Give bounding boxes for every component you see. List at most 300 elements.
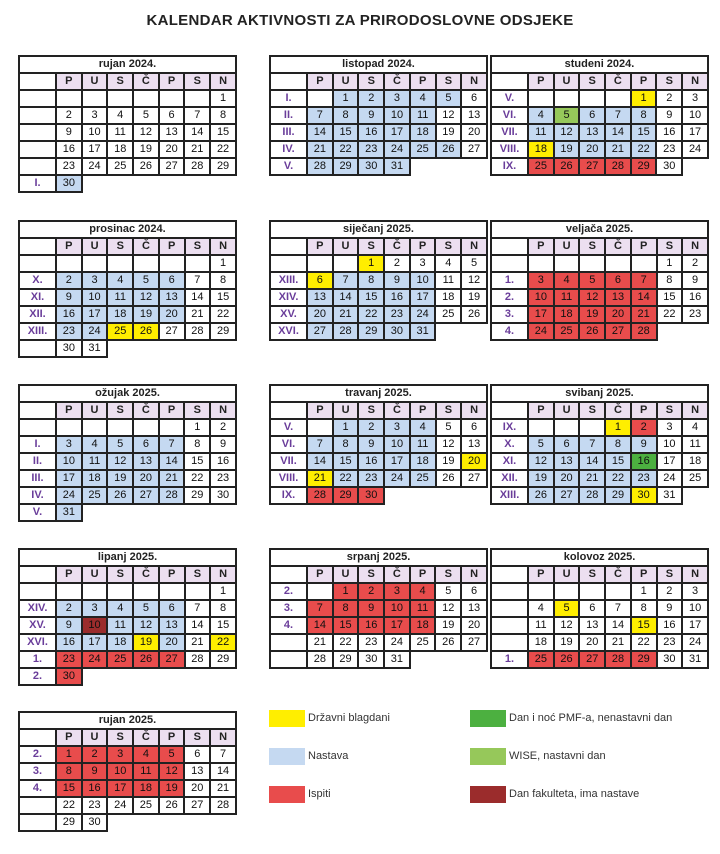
day-cell: 28 <box>210 797 236 814</box>
day-header: P <box>307 566 333 583</box>
week-row <box>19 158 236 175</box>
day-cell: 20 <box>159 634 185 651</box>
day-header: S <box>435 238 461 255</box>
day-cell: 19 <box>436 453 462 470</box>
day-cell <box>605 583 631 600</box>
day-header: S <box>579 73 605 90</box>
week-row <box>270 272 487 289</box>
day-cell <box>307 419 333 436</box>
day-header: P <box>56 729 82 746</box>
week-number: X. <box>491 436 528 453</box>
week-header-cell <box>19 729 56 746</box>
day-cell: 3 <box>528 272 554 289</box>
day-cell: 26 <box>528 487 554 504</box>
day-cell: 30 <box>656 158 682 175</box>
week-row <box>491 323 708 340</box>
day-cell: 2 <box>210 419 236 436</box>
day-cell: 22 <box>333 141 359 158</box>
day-cell: 25 <box>107 158 133 175</box>
day-cell: 15 <box>210 124 236 141</box>
week-row <box>19 797 236 814</box>
day-cell: 6 <box>159 107 185 124</box>
week-row <box>19 763 236 780</box>
day-cell: 11 <box>107 617 133 634</box>
day-cell: 27 <box>554 487 580 504</box>
week-number <box>19 797 56 814</box>
day-header: S <box>184 402 210 419</box>
day-cell: 17 <box>528 306 554 323</box>
week-row <box>270 141 487 158</box>
week-number <box>19 583 56 600</box>
day-header: S <box>435 566 461 583</box>
day-cell: 19 <box>107 470 133 487</box>
day-header: Č <box>605 402 631 419</box>
week-row <box>491 487 708 504</box>
day-cell: 29 <box>605 487 631 504</box>
legend-label: Nastava <box>308 750 349 762</box>
day-cell: 13 <box>461 107 487 124</box>
day-cell: 7 <box>631 272 657 289</box>
week-row <box>19 436 236 453</box>
day-cell <box>56 419 82 436</box>
day-cell: 28 <box>185 651 211 668</box>
day-cell: 13 <box>461 600 487 617</box>
week-row <box>19 668 236 685</box>
day-header: N <box>461 73 487 90</box>
day-cell: 24 <box>657 470 683 487</box>
week-number <box>19 124 56 141</box>
week-number <box>19 340 56 357</box>
day-cell <box>528 583 554 600</box>
day-cell: 19 <box>528 470 554 487</box>
week-number: V. <box>19 504 56 521</box>
day-cell: 4 <box>107 107 133 124</box>
day-cell: 5 <box>528 436 554 453</box>
day-header: N <box>210 566 236 583</box>
week-row <box>270 487 487 504</box>
week-header-cell <box>270 73 307 90</box>
day-cell: 20 <box>579 634 605 651</box>
day-cell: 15 <box>631 617 657 634</box>
day-cell: 29 <box>333 651 359 668</box>
day-cell: 30 <box>358 487 384 504</box>
day-cell: 8 <box>56 763 82 780</box>
day-header: P <box>631 73 657 90</box>
day-cell: 10 <box>657 436 683 453</box>
month-title: prosinac 2024. <box>19 221 236 238</box>
day-cell: 12 <box>133 289 159 306</box>
day-cell: 25 <box>528 158 554 175</box>
day-cell <box>107 255 133 272</box>
week-number: XIV. <box>270 289 307 306</box>
day-cell: 17 <box>82 306 108 323</box>
day-cell: 13 <box>579 124 605 141</box>
day-cell: 18 <box>554 306 580 323</box>
day-header: S <box>358 402 384 419</box>
week-row <box>19 746 236 763</box>
week-number <box>491 600 528 617</box>
day-cell: 29 <box>631 158 657 175</box>
week-number: XV. <box>19 617 56 634</box>
day-cell: 1 <box>56 746 82 763</box>
week-number: 4. <box>19 780 56 797</box>
day-cell: 2 <box>82 746 108 763</box>
day-cell: 9 <box>358 600 384 617</box>
day-cell <box>107 90 133 107</box>
day-cell: 1 <box>210 583 236 600</box>
day-cell: 25 <box>107 323 133 340</box>
legend-swatch <box>470 786 506 803</box>
day-cell: 8 <box>333 436 359 453</box>
week-row <box>270 617 487 634</box>
day-cell: 21 <box>579 470 605 487</box>
day-cell: 29 <box>358 323 384 340</box>
day-cell: 16 <box>56 634 82 651</box>
week-number: 2. <box>19 746 56 763</box>
day-cell: 17 <box>56 470 82 487</box>
day-cell <box>133 583 159 600</box>
day-cell <box>82 90 108 107</box>
day-cell: 6 <box>307 272 333 289</box>
day-cell: 26 <box>133 158 159 175</box>
day-cell: 16 <box>56 141 82 158</box>
day-cell: 20 <box>605 306 631 323</box>
day-cell: 3 <box>384 90 410 107</box>
day-header: U <box>554 238 580 255</box>
day-cell: 26 <box>133 651 159 668</box>
month-calendar <box>18 548 237 686</box>
day-header: N <box>682 73 708 90</box>
week-row <box>491 272 708 289</box>
day-cell: 27 <box>461 634 487 651</box>
day-cell: 7 <box>579 436 605 453</box>
day-cell <box>307 255 333 272</box>
day-cell: 11 <box>410 600 436 617</box>
day-cell: 9 <box>657 600 683 617</box>
day-header: Č <box>133 238 159 255</box>
day-cell: 24 <box>528 323 554 340</box>
week-row <box>491 583 708 600</box>
month-calendar <box>269 220 488 341</box>
week-row <box>19 504 236 521</box>
day-cell <box>56 90 82 107</box>
day-cell: 31 <box>384 158 410 175</box>
day-cell: 19 <box>554 634 580 651</box>
day-cell: 26 <box>554 651 580 668</box>
day-cell: 14 <box>307 124 333 141</box>
day-cell: 6 <box>579 600 605 617</box>
day-cell: 3 <box>682 583 708 600</box>
day-header: N <box>210 238 236 255</box>
week-row <box>19 124 236 141</box>
day-cell <box>56 255 82 272</box>
day-cell: 25 <box>107 651 133 668</box>
week-row <box>491 617 708 634</box>
day-cell: 14 <box>184 124 210 141</box>
day-cell: 14 <box>605 124 631 141</box>
day-cell: 4 <box>82 436 108 453</box>
day-cell: 7 <box>210 746 236 763</box>
day-cell: 23 <box>682 306 708 323</box>
day-cell: 16 <box>631 453 657 470</box>
week-header-cell <box>491 73 528 90</box>
week-header-cell <box>491 566 528 583</box>
day-cell <box>82 583 108 600</box>
day-cell: 27 <box>461 470 487 487</box>
day-cell: 4 <box>410 90 436 107</box>
day-cell: 16 <box>358 617 384 634</box>
day-cell: 5 <box>133 107 159 124</box>
week-row <box>19 306 236 323</box>
week-row <box>491 634 708 651</box>
day-cell: 31 <box>682 651 708 668</box>
week-row <box>270 583 487 600</box>
day-cell: 1 <box>605 419 631 436</box>
day-cell: 1 <box>210 90 236 107</box>
day-cell: 2 <box>358 90 384 107</box>
day-cell: 29 <box>210 158 236 175</box>
day-cell: 14 <box>579 453 605 470</box>
day-cell: 16 <box>82 780 108 797</box>
day-cell: 4 <box>528 600 554 617</box>
day-cell: 25 <box>410 470 436 487</box>
day-cell: 17 <box>384 124 410 141</box>
day-cell: 29 <box>210 323 236 340</box>
day-header: S <box>579 238 605 255</box>
day-cell: 26 <box>461 306 487 323</box>
day-cell: 10 <box>82 289 108 306</box>
day-cell: 1 <box>184 419 210 436</box>
week-number: XII. <box>19 306 56 323</box>
day-cell: 15 <box>358 289 384 306</box>
day-cell: 5 <box>554 600 580 617</box>
day-cell <box>82 255 108 272</box>
week-row <box>19 583 236 600</box>
day-cell: 14 <box>333 289 359 306</box>
day-header: U <box>333 73 359 90</box>
day-cell: 10 <box>82 617 108 634</box>
day-cell: 24 <box>384 634 410 651</box>
day-cell: 3 <box>82 272 108 289</box>
day-cell: 21 <box>185 634 211 651</box>
day-header: S <box>184 729 210 746</box>
day-cell: 2 <box>56 600 82 617</box>
day-cell: 21 <box>307 634 333 651</box>
day-cell: 2 <box>358 419 384 436</box>
day-cell: 16 <box>56 306 82 323</box>
day-cell <box>133 90 159 107</box>
day-cell: 29 <box>56 814 82 831</box>
week-number: 3. <box>270 600 307 617</box>
day-cell: 23 <box>656 141 682 158</box>
day-cell: 7 <box>333 272 359 289</box>
day-cell: 17 <box>657 453 683 470</box>
month-title: veljača 2025. <box>491 221 708 238</box>
week-number: II. <box>19 453 56 470</box>
day-cell: 26 <box>579 323 605 340</box>
day-cell: 30 <box>631 487 657 504</box>
day-cell: 24 <box>410 306 436 323</box>
day-cell: 23 <box>358 470 384 487</box>
week-number <box>19 141 56 158</box>
week-number: 1. <box>491 272 528 289</box>
day-cell: 24 <box>82 651 108 668</box>
day-header: Č <box>384 238 410 255</box>
week-row <box>491 141 708 158</box>
week-header-cell <box>19 238 56 255</box>
day-cell <box>307 583 333 600</box>
month-title: rujan 2025. <box>19 712 236 729</box>
day-header: U <box>82 402 108 419</box>
day-cell: 6 <box>184 746 210 763</box>
week-number: I. <box>19 175 56 192</box>
day-cell: 22 <box>358 306 384 323</box>
day-cell: 17 <box>682 124 708 141</box>
day-cell: 22 <box>631 634 657 651</box>
day-cell: 21 <box>210 780 236 797</box>
month-calendar <box>269 384 488 505</box>
day-cell: 7 <box>159 436 185 453</box>
week-row <box>270 90 487 107</box>
day-cell: 19 <box>554 141 580 158</box>
day-cell: 10 <box>528 289 554 306</box>
day-cell: 28 <box>579 487 605 504</box>
week-row <box>19 289 236 306</box>
day-cell: 15 <box>333 617 359 634</box>
day-cell: 18 <box>528 141 554 158</box>
day-cell: 7 <box>185 600 211 617</box>
day-cell: 3 <box>410 255 436 272</box>
week-number: 3. <box>19 763 56 780</box>
day-header: S <box>358 566 384 583</box>
week-row <box>19 272 236 289</box>
day-header: S <box>358 73 384 90</box>
day-cell: 13 <box>461 436 487 453</box>
day-cell: 17 <box>107 780 133 797</box>
day-cell: 22 <box>605 470 631 487</box>
day-header: N <box>682 566 708 583</box>
day-cell: 3 <box>82 107 108 124</box>
week-row <box>270 158 487 175</box>
day-cell: 1 <box>333 90 359 107</box>
week-number: XIII. <box>19 323 56 340</box>
day-cell: 11 <box>410 107 436 124</box>
day-header: Č <box>384 73 410 90</box>
day-header: S <box>185 238 211 255</box>
day-cell: 29 <box>333 158 359 175</box>
day-cell: 6 <box>461 583 487 600</box>
day-cell: 5 <box>461 255 487 272</box>
day-cell <box>133 255 159 272</box>
week-row <box>491 470 708 487</box>
day-cell: 6 <box>461 419 487 436</box>
week-row <box>19 814 236 831</box>
day-header: N <box>682 238 708 255</box>
day-cell: 16 <box>656 124 682 141</box>
week-row <box>270 470 487 487</box>
day-cell: 30 <box>358 158 384 175</box>
month-title: svibanj 2025. <box>491 385 708 402</box>
week-number: III. <box>270 124 307 141</box>
day-cell: 18 <box>107 634 133 651</box>
week-row <box>19 255 236 272</box>
week-number <box>19 419 56 436</box>
day-cell <box>579 583 605 600</box>
month-calendar <box>490 548 709 669</box>
day-cell: 15 <box>56 780 82 797</box>
day-cell <box>579 90 605 107</box>
day-header: S <box>436 402 462 419</box>
week-row <box>491 600 708 617</box>
month-calendar <box>490 384 709 505</box>
day-cell: 31 <box>56 504 82 521</box>
day-cell: 8 <box>333 107 359 124</box>
week-number: VIII. <box>491 141 528 158</box>
week-number <box>491 617 528 634</box>
day-cell: 14 <box>185 289 211 306</box>
day-header: P <box>307 73 333 90</box>
day-cell: 15 <box>605 453 631 470</box>
day-header: S <box>185 566 211 583</box>
day-cell: 21 <box>605 634 631 651</box>
day-cell: 20 <box>159 141 185 158</box>
day-cell: 21 <box>631 306 657 323</box>
day-cell: 14 <box>605 617 631 634</box>
day-cell: 9 <box>631 436 657 453</box>
week-number: IX. <box>270 487 307 504</box>
day-cell: 16 <box>682 289 708 306</box>
day-cell: 28 <box>631 323 657 340</box>
week-number: XV. <box>270 306 307 323</box>
legend-label: Državni blagdani <box>308 712 390 724</box>
week-row <box>19 419 236 436</box>
day-cell: 5 <box>133 272 159 289</box>
day-cell: 10 <box>384 600 410 617</box>
day-cell: 6 <box>133 436 159 453</box>
day-cell: 4 <box>107 272 133 289</box>
day-cell: 21 <box>605 141 631 158</box>
day-header: S <box>184 73 210 90</box>
day-cell: 11 <box>82 453 108 470</box>
day-cell: 9 <box>384 272 410 289</box>
day-cell: 24 <box>682 634 708 651</box>
day-cell: 19 <box>159 780 185 797</box>
day-cell: 17 <box>410 289 436 306</box>
day-cell: 25 <box>410 634 436 651</box>
day-cell: 4 <box>133 746 159 763</box>
month-calendar <box>490 55 709 176</box>
day-header: P <box>410 566 436 583</box>
day-cell: 18 <box>107 306 133 323</box>
day-cell: 27 <box>159 323 185 340</box>
day-cell: 1 <box>210 255 236 272</box>
day-cell: 31 <box>384 651 410 668</box>
week-header-cell <box>270 566 307 583</box>
day-cell: 30 <box>384 323 410 340</box>
day-cell <box>579 255 605 272</box>
day-header: U <box>82 238 108 255</box>
week-row <box>19 780 236 797</box>
day-cell: 27 <box>605 323 631 340</box>
week-number: 3. <box>491 306 528 323</box>
week-header-cell <box>491 402 528 419</box>
month-title: travanj 2025. <box>270 385 487 402</box>
day-cell: 7 <box>605 107 631 124</box>
day-cell: 25 <box>682 470 708 487</box>
day-header: U <box>554 73 580 90</box>
day-cell: 27 <box>579 651 605 668</box>
week-number <box>19 814 56 831</box>
